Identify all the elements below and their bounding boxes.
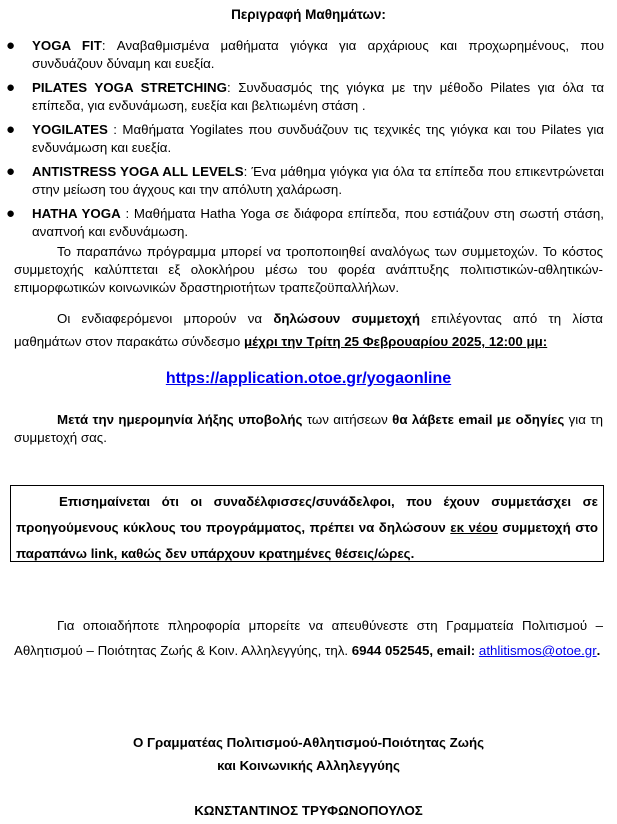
course-description: Μαθήματα Hatha Yoga σε διάφορα επίπεδα, που εστιάζουν στη σωστή στάση, αναπνοή και ενδυνάμωση. (32, 206, 605, 239)
notice-box (10, 485, 604, 562)
bullet-icon: ● (6, 79, 16, 96)
course-name: YOGILATES (32, 122, 108, 137)
instructions-bold-2: θα λάβετε email με οδηγίες (392, 412, 565, 427)
registration-bold: δηλώσουν συμμετοχή (273, 311, 420, 326)
program-paragraph: Το παραπάνω πρόγραμμα μπορεί να τροποποιηθεί αναλόγως των συμμετοχών. Το κόστος συμμετοχής καλύπτεται εξ ολοκλήρου μέσω του φορέα ανάπτυξης πολιτιστικών-αθλητικών-επιμορφωτικών κοινωνικών δραστηριοτήτων τραπεζοϋπαλλήλων. (14, 244, 603, 295)
course-name: PILATES YOGA STRETCHING (32, 80, 228, 95)
registration-paragraph (14, 307, 603, 353)
instructions-bold-1: Μετά την ημερομηνία λήξης υποβολής (57, 412, 303, 427)
application-link-wrapper (0, 370, 617, 388)
course-description: Μαθήματα Yogilates που συνδυάζουν τις τεχνικές της γιόγκα και του Pilates για ενδυνάμωση και ευεξία. (32, 122, 604, 155)
registration-deadline: μέχρι την Τρίτη 25 Φεβρουαρίου 2025, 12:00 μμ: (243, 334, 548, 349)
bullet-icon: ● (6, 205, 16, 222)
signature-title-line-2: και Κοινωνικής Αλληλεγγύης (217, 758, 400, 773)
notice-post: συμμετοχή στο παραπάνω link, καθώς δεν υπάρχουν κρατημένες θέσεις/ώρες. (16, 520, 598, 561)
list-item (0, 37, 604, 73)
course-separator: : (120, 206, 130, 221)
list-item (0, 121, 604, 157)
list-item (0, 163, 604, 199)
course-description: Συνδυασμός της γιόγκα με την μέθοδο Pilates για όλα τα επίπεδα, για ενδυνάμωση, ευεξία και βελτιωμένη στάση . (32, 80, 605, 113)
course-description: Ένα μάθημα γιόγκα για όλα τα επίπεδα που επικεντρώνεται στην μείωση του άγχους και την απόλυτη χαλάρωση. (32, 164, 604, 197)
signature-title-line-1: Ο Γραμματέας Πολιτισμού-Αθλητισμού-Ποιότητας Ζωής (133, 735, 484, 750)
list-item (0, 79, 604, 115)
notice-text (16, 489, 598, 567)
course-list (0, 37, 617, 247)
course-name: YOGA FIT (32, 38, 102, 53)
course-name: ANTISTRESS YOGA ALL LEVELS (32, 164, 244, 179)
contact-paragraph (14, 613, 603, 663)
instructions-end: για τη συμμετοχή σας. (14, 412, 603, 445)
contact-pre: Για οποιαδήποτε πληροφορία μπορείτε να απευθύνεστε στη Γραμματεία Πολιτισμού – Αθλητισμού – Ποιότητας Ζωής & Κοιν. Αλληλεγγύης, τηλ. (14, 618, 603, 658)
bullet-icon: ● (6, 163, 16, 180)
signature-name: ΚΩΝΣΤΑΝΤΙΝΟΣ ΤΡΥΦΩΝΟΠΟΥΛΟΣ (194, 803, 423, 818)
contact-phone: 6944 052545, email: (351, 643, 476, 658)
page-title: Περιγραφή Μαθημάτων: (231, 7, 386, 22)
bullet-icon: ● (6, 121, 16, 138)
application-link[interactable]: https://application.otoe.gr/yogaonline (165, 370, 452, 387)
course-separator: : (227, 80, 231, 95)
course-separator: : (101, 38, 106, 53)
notice-underlined: εκ νέου (450, 520, 498, 535)
email-instructions-paragraph (14, 411, 603, 447)
instructions-mid: των αιτήσεων (302, 412, 393, 427)
registration-pre: Οι ενδιαφερόμενοι μπορούν να (57, 311, 274, 326)
contact-email-link[interactable]: athlitismos@otoe.gr (478, 643, 597, 658)
course-description: Αναβαθμισμένα μαθήματα γιόγκα για αρχάριους και προχωρημένους, που συνδυάζουν δύναμη και ευεξία. (32, 38, 605, 71)
course-separator: : (243, 164, 248, 179)
course-name: HATHA YOGA (32, 206, 121, 221)
contact-end: . (596, 643, 601, 658)
notice-pre: Επισημαίνεται ότι οι συναδέλφισσες/συνάδελφοι, που έχουν συμμετάσχει σε προηγούμενους κύκλους του προγράμματος, πρέπει να δηλώσουν (16, 494, 598, 535)
list-item (0, 205, 604, 241)
course-separator: : (107, 122, 117, 137)
bullet-icon: ● (6, 37, 16, 54)
registration-mid: επιλέγοντας από τη λίστα μαθημάτων στον παρακάτω σύνδεσμο (14, 311, 603, 349)
